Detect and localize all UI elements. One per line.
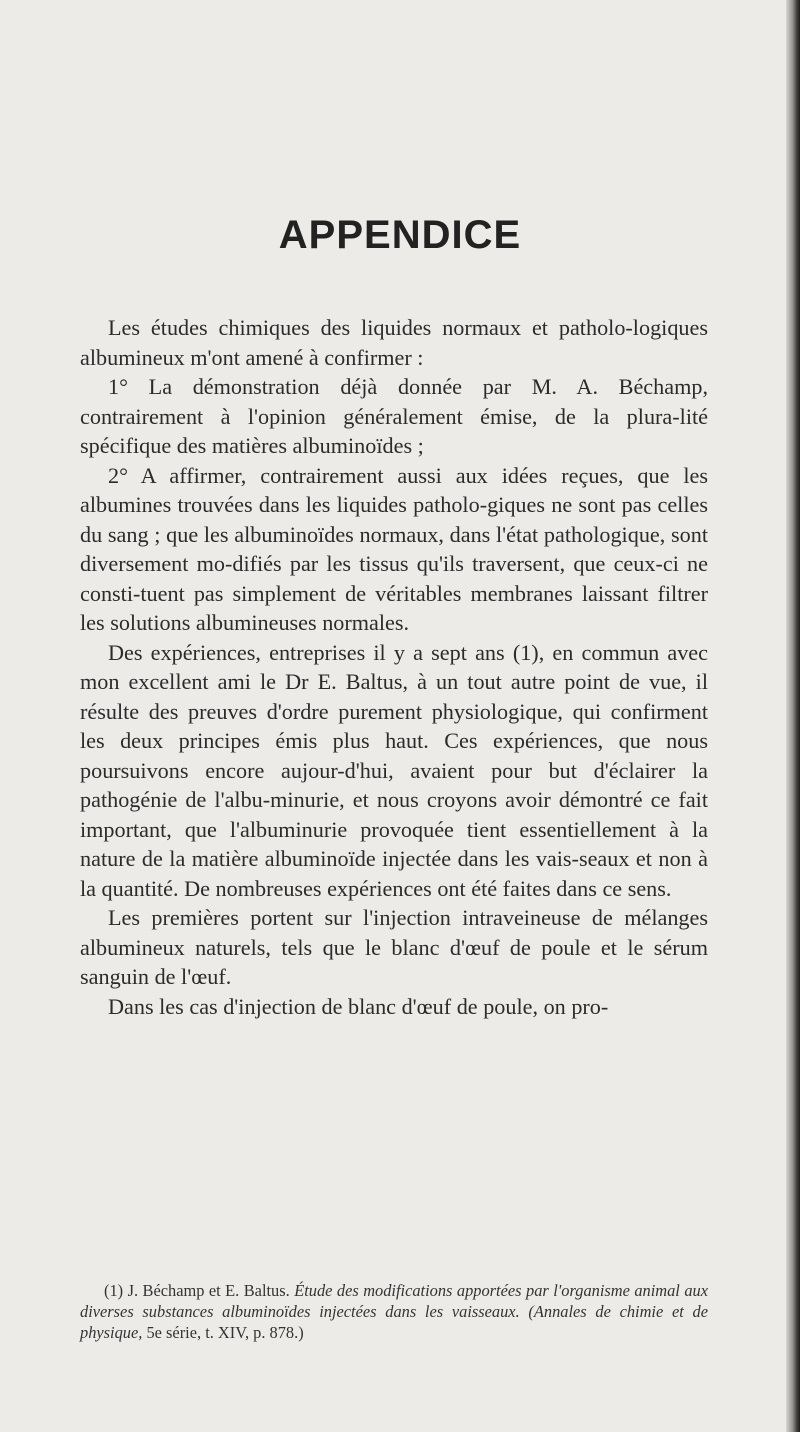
page-edge-shadow <box>786 0 800 1432</box>
paragraph-injections: Les premières portent sur l'injection intraveineuse de mélanges albumineux naturels, tels que le blanc d'œuf de poule et le sérum sanguin de l'œuf. <box>80 905 708 989</box>
footnote-source: (Annales de chimie et de physique, <box>80 1302 708 1342</box>
paragraph-point-2: 2° A affirmer, contrairement aussi aux idées reçues, que les albumines trouvées dans les liquides patholo-giques ne sont pas celles du sang ; que les albuminoïdes normaux, dans l'état pathologique, sont diversement mo-difiés par les tissus qu'ils traversent, que ceux-ci ne consti-tuent pas simplement de véritables membranes laissant filtrer les solutions albumineuses normales. <box>80 462 708 635</box>
page-heading: APPENDICE <box>278 212 522 257</box>
footnote <box>80 1280 708 1343</box>
paragraph-point-1: 1° La démonstration déjà donnée par M. A. Béchamp, contrairement à l'opinion généralement émise, de la plura-lité spécifique des matières albuminoïdes ; <box>80 374 708 458</box>
paragraph-experiments: Des expériences, entreprises il y a sept ans (1), en commun avec mon excellent ami le Dr E. Baltus, à un tout autre point de vue, il résulte des preuves d'ordre purement physiologique, qui confirment les deux principes émis plus haut. Ces expériences, que nous poursuivons encore aujour-d'hui, avaient pour but d'éclairer la pathogénie de l'albu-minurie, et nous croyons avoir démontré ce fait important, que l'albuminurie provoquée tient essentiellement à la nature de la matière albuminoïde injectée dans les vais-seaux et non à la quantité. De nombreuses expériences ont été faites dans ce sens. <box>80 639 708 901</box>
body-text <box>80 313 708 1021</box>
footnote-details: 5e série, t. XIV, p. 878.) <box>146 1323 304 1342</box>
footnote-marker: (1) <box>104 1281 124 1300</box>
paragraph-egg-white: Dans les cas d'injection de blanc d'œuf de poule, on pro- <box>108 993 609 1019</box>
footnote-title: Étude des modifications apportées par l'organisme animal aux diverses substances albuminoïdes injectées dans les vaisseaux. <box>80 1281 708 1321</box>
footnote-authors: J. Béchamp et E. Baltus. <box>127 1281 290 1300</box>
footnote-text <box>80 1280 708 1343</box>
paragraph-intro: Les études chimiques des liquides normaux et patholo-logiques albumineux m'ont amené à confirmer : <box>80 315 708 370</box>
